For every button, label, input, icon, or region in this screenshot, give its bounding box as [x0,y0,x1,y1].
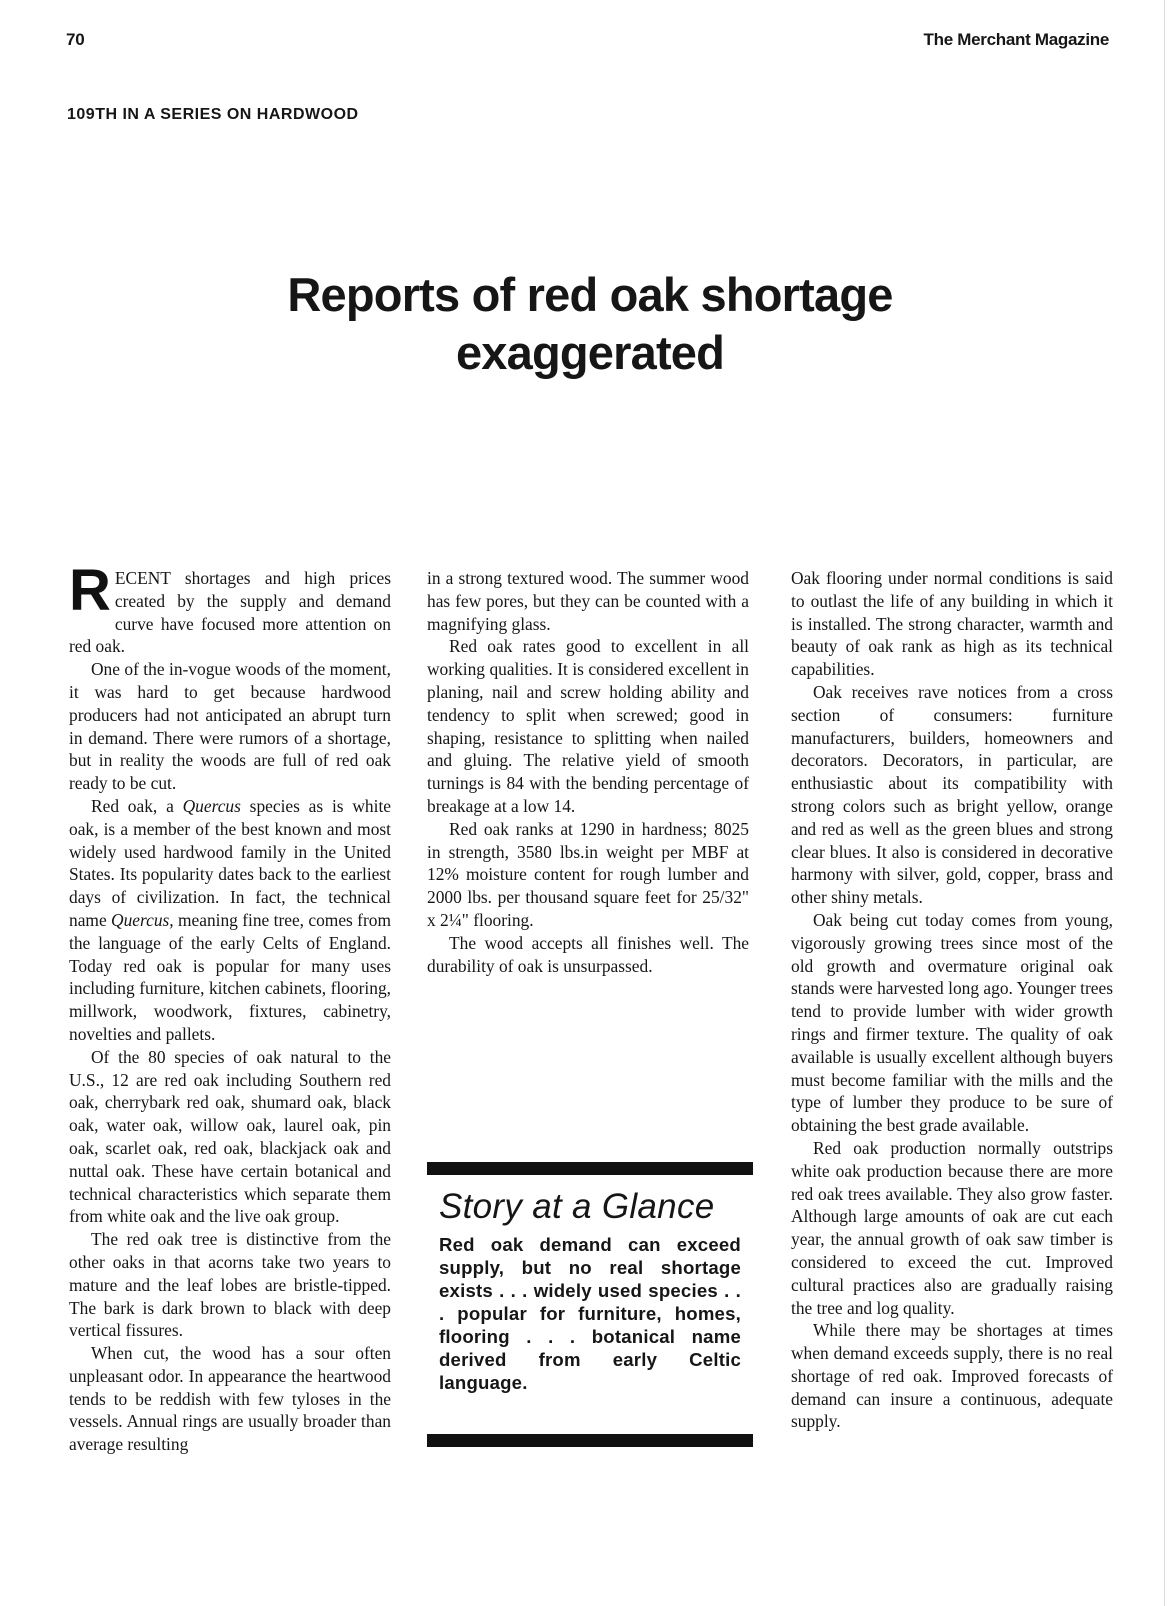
page-edge-line [1164,0,1165,1606]
article-column-3 [791,567,1113,1433]
article-paragraph: While there may be shortages at times when demand exceeds supply, there is no real shortage of red oak. Improved forecasts of demand can insure a continuous, adequate supply. [791,1320,1113,1432]
article-paragraph: in a strong textured wood. The summer wood has few pores, but they can be counted with a magnifying glass. [427,568,749,634]
article-column-1 [69,558,392,1456]
article-paragraph: Of the 80 species of oak natural to the U.S., 12 are red oak including Southern red oak, cherrybark red oak, shumard oak, black oak, water oak, willow oak, laurel oak, pin oak, scarlet oak, red oak, blackjack oak and nuttal oak. These have certain botanical and technical characteristics which separate them from white oak and the live oak group. [69,1046,391,1227]
article-paragraph: When cut, the wood has a sour often unpleasant odor. In appearance the heartwood tends to be reddish with few tyloses in the vessels. Annual rings are usually broader than average resulting [69,1343,391,1455]
article-paragraph: The wood accepts all finishes well. The durability of oak is unsurpassed. [427,932,749,976]
article-paragraph: Red oak rates good to excellent in all working qualities. It is considered excellent in planing, nail and screw holding ability and tendency to split when screwed; good in shaping, resistance to splitting when nailed and gluing. The relative yield of smooth turnings is 84 with the bending percentage of breakage at a low 14. [427,636,749,816]
article-paragraph: Oak flooring under normal conditions is said to outlast the life of any building in which it is installed. The strong character, warmth and beauty of oak rank as high as its technical capabilities. [791,568,1113,680]
article-paragraph: Oak receives rave notices from a cross section of consumers: furniture manufacturers, builders, homeowners and decorators. Decorators, in particular, are enthusiastic about its compatibility with strong colors such as bright yellow, orange and red as well as the green blues and strong clear blues. It also is considered in decorative harmony with silver, gold, copper, brass and other shiny metals. [791,681,1113,908]
sidebar-rule-top [427,1162,753,1175]
story-at-a-glance-box [427,1162,753,1447]
sidebar-rule-bottom [427,1434,753,1447]
drop-cap: R [69,558,111,623]
article-paragraph: Red oak production normally outstrips white oak production because there are more red oak trees available. They also grow faster. Although large amounts of oak are cut each year, the annual growth of oak saw timber is considered to exceed the cut. Improved cultural practices also are gradually raising the tree and log quality. [791,1137,1113,1318]
article-paragraph: The red oak tree is distinctive from the other oaks in that acorns take two years to mature and the leaf lobes are bristle-tipped. The bark is dark brown to black with deep vertical fissures. [69,1229,391,1341]
magazine-name: The Merchant Magazine [923,30,1109,49]
article-column-2 [427,567,749,977]
page-number: 70 [66,30,85,49]
sidebar-title: Story at a Glance [439,1187,715,1226]
headline: Reports of red oak shortage exaggerated [287,268,893,379]
article-paragraph: Oak being cut today comes from young, vigorously growing trees since most of the old growth and overmature original oak stands were harvested long ago. Younger trees tend to provide lumber with wider growth rings and firmer texture. The quality of oak available is usually excellent although buyers must become familiar with the mills and the type of lumber they produce to be sure of obtaining the best grade available. [791,909,1113,1136]
sidebar-summary: Red oak demand can exceed supply, but no real shortage exists . . . widely used species . . . popular for furniture, homes, flooring . . . botanical name derived from early Celtic language. [439,1234,741,1393]
series-label: 109TH IN A SERIES ON HARDWOOD [67,106,359,123]
article-paragraph: Red oak, a Quercus species as is white oak, is a member of the best known and most widely used hardwood family in the United States. Its popularity dates back to the earliest days of civilization. In fact, the technical name Quercus, meaning fine tree, comes from the language of the early Celts of England. Today red oak is popular for many uses including furniture, kitchen cabinets, flooring, millwork, woodwork, fixtures, cabinetry, novelties and pallets. [69,795,392,1044]
article-paragraph: Red oak ranks at 1290 in hardness; 8025 in strength, 3580 lbs.in weight per MBF at 12% moisture content for rough lumber and 2000 lbs. per thousand square feet for 25/32" x 2¼" flooring. [427,818,749,930]
article-paragraph: RECENT shortages and high prices created by the supply and demand curve have focused more attention on red oak. [69,558,391,657]
article-paragraph: One of the in-vogue woods of the moment, it was hard to get because hardwood producers had not anticipated an abrupt turn in demand. There were rumors of a shortage, but in reality the woods are full of red oak ready to be cut. [69,659,391,794]
